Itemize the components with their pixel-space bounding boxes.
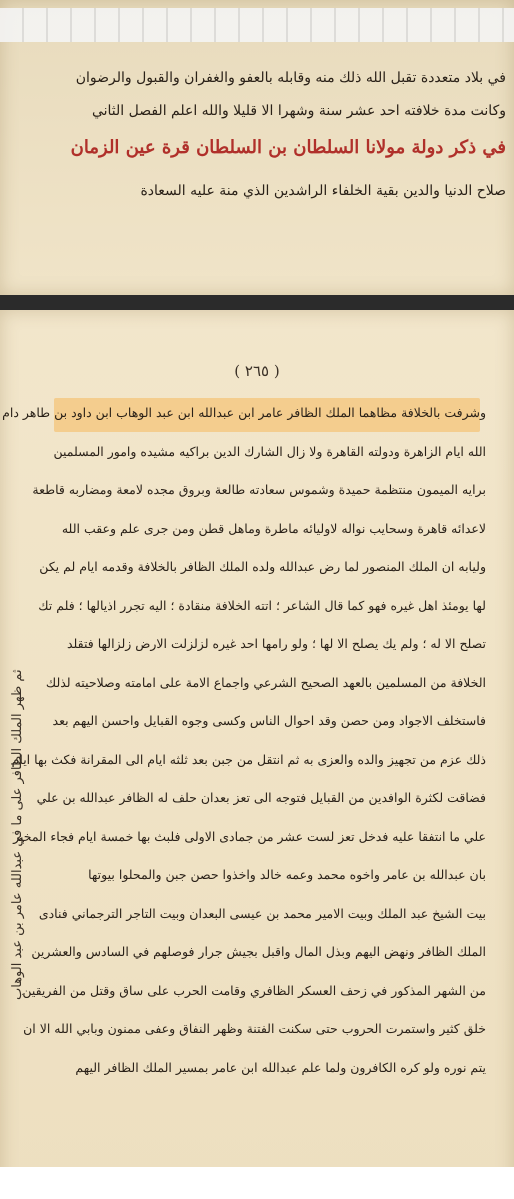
page-line-2: الله ايام الزاهرة ودولته القاهرة ولا زال الشارك الدين براكيه مشيده وامور المسلمين [53, 443, 486, 459]
top-line-3-heading: في ذكر دولة مولانا السلطان بن السلطان قرة عين الزمان [70, 137, 506, 158]
page-line-4: لاعدائه قاهرة وسحايب نواله لاوليائه ماطرة وماهل قطن ومن جرى علم وعقب الله [61, 520, 486, 536]
page-line-15: الملك الظافر ونهض اليهم وبذل المال واقبل بجيش جرار فوصلهم في السادس والعشرين [31, 944, 486, 959]
page-line-11: فضاقت لكثرة الوافدين من القبايل فتوجه الى تعز بعدان حلف له الظافر عبدالله بن علي [36, 790, 486, 805]
page-line-12: علي ما انتفقا عليه فدخل تعز لست عشر من جمادى الاولى فلبث بها خمسة ايام فجاء المخبر [13, 828, 486, 844]
page-line-7: تصلح الا له ؛ ولم يك يصلح الا لها ؛ ولو رامها احد غيره لزلزلت الارض زلزالها فتقلد [66, 636, 486, 651]
margin-annotation: ثم ظهر الملك الظافر على ما في عبدالله عامر بن عبد الوهاب [10, 669, 25, 1000]
page-number: ( ٢٦٥ ) [234, 362, 280, 380]
viewer-bottom-bar [0, 1167, 514, 1199]
page-line-10: ذلك عزم من تجهيز والده والعزى به ثم انتقل من جبن بعد ثلثه ايام الى المقرانة فكث بها ايام [11, 751, 486, 767]
top-line-4: صلاح الدنيا والدين بقية الخلفاء الراشدين الذي منة عليه السعادة [140, 183, 506, 199]
top-line-2: وكانت مدة خلافته احد عشر سنة وشهرا الا قليلا والله اعلم الفصل الثاني [91, 103, 506, 119]
page-line-18: يتم نوره ولو كره الكافرون ولما علم عبدالله ابن عامر بمسير الملك الظافر اليهم [75, 1059, 486, 1075]
page-line-3: برايه الميمون منتظمة حميدة وشموس سعادته طالعة وبروق مجده لامعة ومضاربه قاطعة [32, 482, 486, 497]
page-line-5: وليابه ان الملك المنصور لما رض عبدالله ولده الملك الظافر بالخلافة وقدمه ايام لم يكن [39, 559, 486, 574]
page-line-9: فاستخلف الاجواد ومن حصن وقد احوال الناس وكسى وجوه القبايل واحسن اليهم بعد [52, 713, 486, 728]
page-line-14: بيت الشيخ عبد الملك وبيت الامير محمد بن عيسى البعدان وبيت التاجر الترجماني فنادى [38, 905, 486, 921]
page-line-17: خلق كثير واستمرت الحروب حتى سكنت الفتنة وظهر النفاق وعفى ممنون وبابي الله الا ان [23, 1021, 486, 1036]
top-line-1: في بلاد متعددة تقبل الله ذلك منه وقابله بالعفو والغفران والقبول والرضوان [75, 70, 506, 86]
page-line-16: من الشهر المذكور في زحف العسكر الظافري وقامت الحرب على ساق وقتل من الفريقين [22, 982, 486, 998]
page-line-1: وشرفت بالخلافة مظاهما الملك الظافر عامر ابن عبدالله ابن عبد الوهاب ابن داود بن طاهر دام [2, 405, 486, 420]
page-line-6: لها يومئذ اهل غيره فهو كما قال الشاعر ؛ اتته الخلافة منقادة ؛ اليه تجرر اذيالها ؛ فلم تك [38, 597, 486, 613]
page-line-8: الخلافة من المسلمين بالعهد الصحيح الشرعي واجماع الامة على امامته وصلاحيته لذلك [45, 674, 486, 690]
page-line-13: بان عبدالله بن عامر واخوه محمد وعمه خالد واخذوا حصن جبن والمحلوا بيوتها [88, 867, 486, 882]
page-edge-strip [0, 8, 514, 42]
